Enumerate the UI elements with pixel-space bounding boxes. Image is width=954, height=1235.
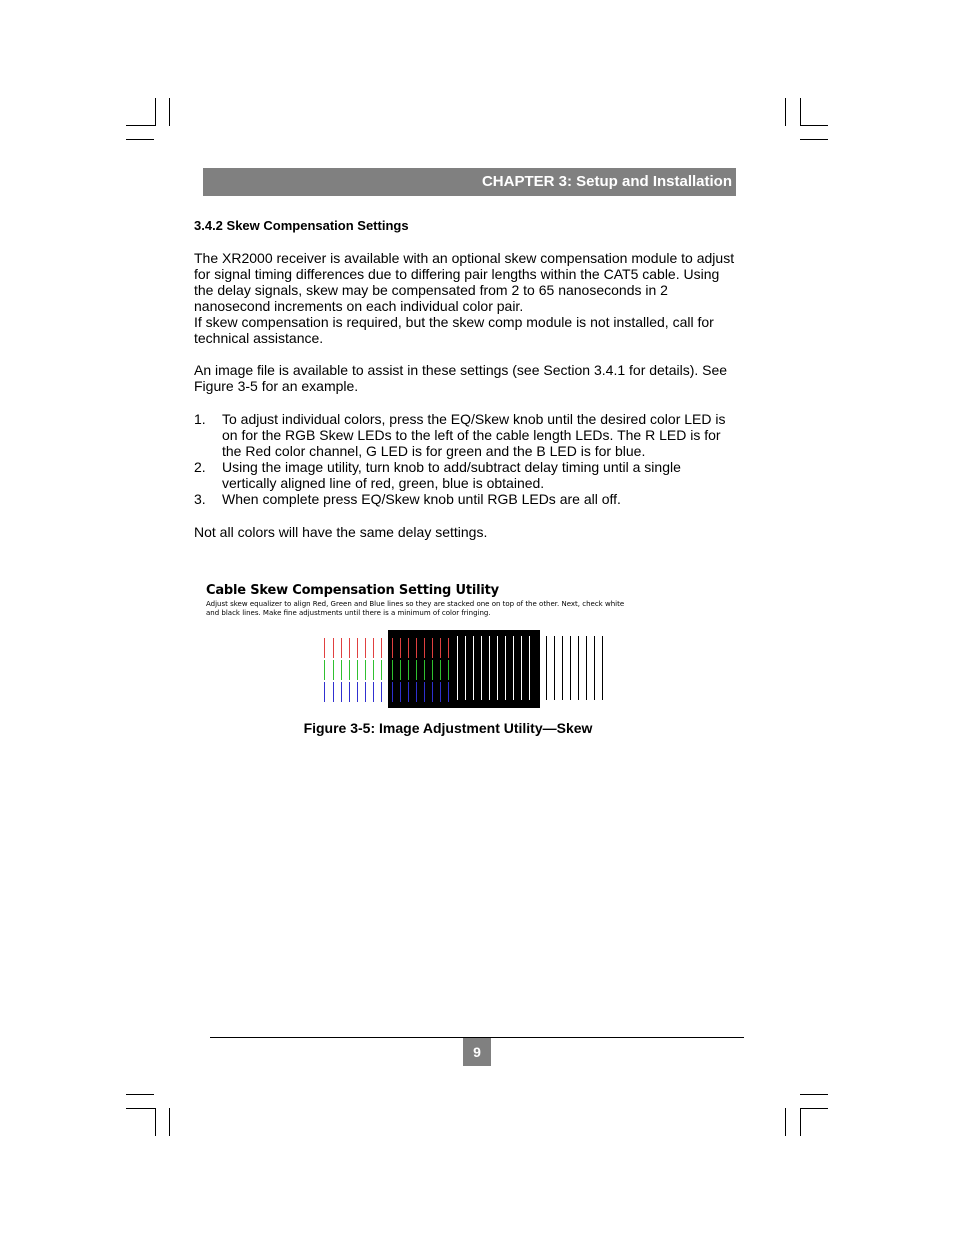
skew-test-pattern [322,628,608,708]
figure-title: Cable Skew Compensation Setting Utility [206,583,499,598]
paragraph-intro: The XR2000 receiver is available with an optional skew compensation module to adjust for signal timing differences due to differing pair lengths within the CAT5 cable. Using the delay signals, skew may be compensated from 2 to 65 nanoseconds in 2 nanosecond increments on each individual color pair. [194,250,735,314]
list-item [194,459,739,491]
crop-mark [155,98,156,126]
step-text: When complete press EQ/Skew knob until RGB LEDs are all off. [222,491,621,507]
page-number: 9 [463,1038,491,1066]
crop-mark [800,139,828,140]
crop-mark [800,1108,801,1136]
list-item [194,411,739,459]
crop-mark [800,125,828,126]
step-text: To adjust individual colors, press the EQ/Skew knob until the desired color LED is on for the RGB Skew LEDs to the left of the cable length LEDs. The R LED is for the Red color channel, G LED is for green and the B LED is for blue. [222,411,726,459]
crop-mark [785,1108,786,1136]
step-number: 3. [194,491,206,507]
paragraph-image-file: An image file is available to assist in these settings (see Section 3.4.1 for details). See Figure 3-5 for an example. [194,362,728,394]
figure-subtitle: Adjust skew equalizer to align Red, Green and Blue lines so they are stacked one on top of the other. Next, check white and black lines. Make fine adjustments until there is a minimum of color fringing. [206,600,625,617]
skew-utility-figure [204,581,625,713]
figure-caption [0,720,954,736]
section-heading: 3.4.2 Skew Compensation Settings [194,218,409,233]
steps-list [194,411,739,507]
figure-caption-text: Figure 3-5: Image Adjustment Utility—Skew [303,720,593,736]
crop-mark [785,98,786,126]
black-panel [388,630,540,708]
crop-mark [800,1108,828,1109]
paragraph-assistance: If skew compensation is required, but the skew comp module is not installed, call for technical assistance. [194,314,714,346]
crop-mark [169,1108,170,1136]
step-text: Using the image utility, turn knob to add/subtract delay timing until a single vertically aligned line of red, green, blue is obtained. [222,459,681,491]
list-item [194,491,739,507]
step-number: 1. [194,411,206,427]
crop-mark [126,1094,154,1095]
chapter-header: CHAPTER 3: Setup and Installation [203,168,736,196]
paragraph-note: Not all colors will have the same delay settings. [194,524,488,540]
step-number: 2. [194,459,206,475]
crop-mark [800,98,801,126]
crop-mark [155,1108,156,1136]
crop-mark [126,1108,156,1109]
crop-mark [800,1094,828,1095]
crop-mark [126,139,154,140]
crop-mark [126,125,156,126]
crop-mark [169,98,170,126]
